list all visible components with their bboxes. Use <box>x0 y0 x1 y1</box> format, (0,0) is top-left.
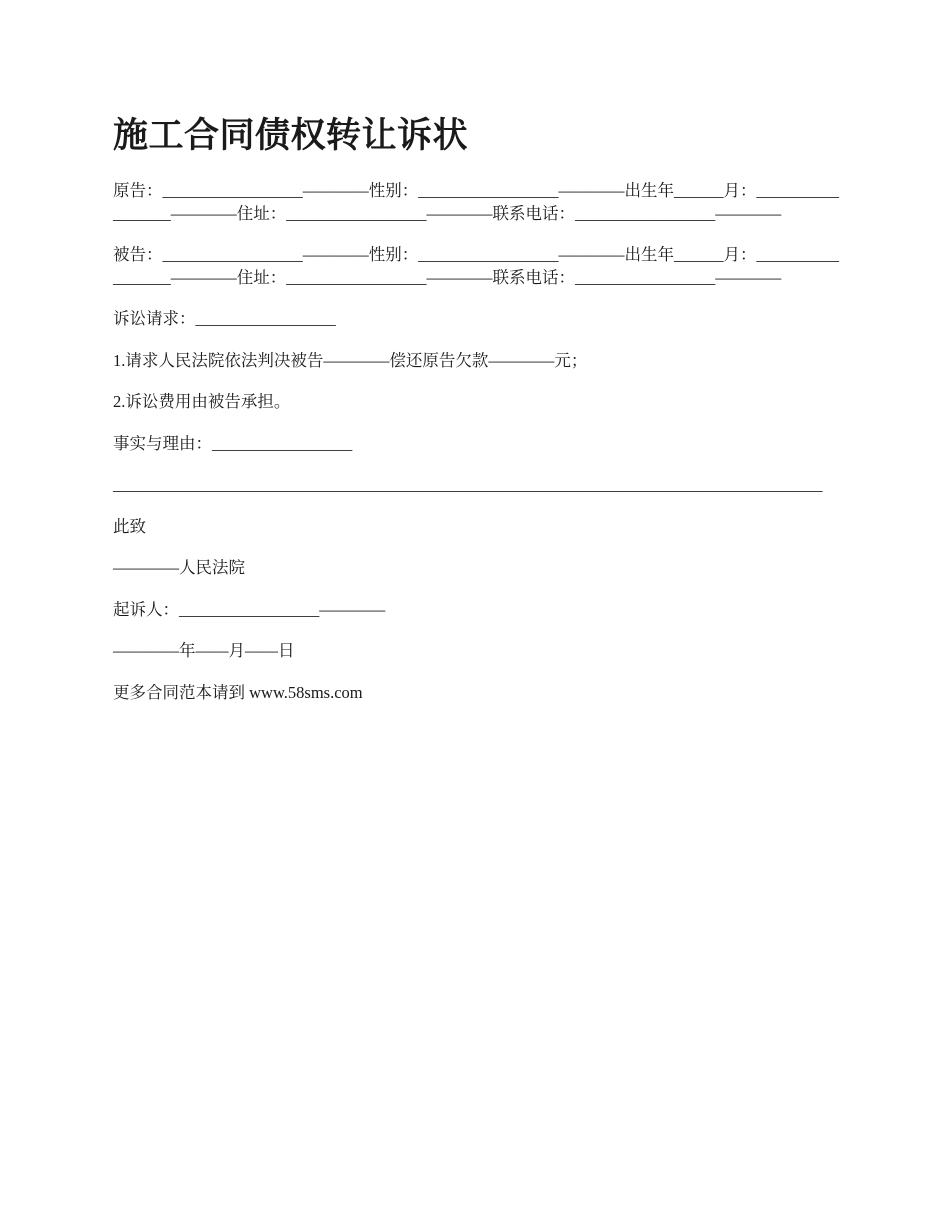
claim-item-2: 2.诉讼费用由被告承担。 <box>113 392 291 411</box>
plaintiff-signature-line: 起诉人：_________________———— <box>113 599 386 619</box>
defendant-info-line: 被告：_________________————性别：_________________————出生年______月：_________________————住址：_________________————联系电话：_________________———— <box>113 245 839 287</box>
litigation-claims-heading: 诉讼请求：_________________ <box>113 309 336 328</box>
date-line: ————年——月——日 <box>113 641 295 660</box>
document-title: 施工合同债权转让诉状 <box>113 115 469 156</box>
salutation: 此致 <box>113 516 146 536</box>
claim-item-1: 1.请求人民法院依法判决被告————偿还原告欠款————元； <box>113 350 588 370</box>
plaintiff-info-line: 原告：_________________————性别：_________________————出生年______月：_________________————住址：_________________————联系电话：_________________———— <box>113 181 839 223</box>
footer-promo-text: 更多合同范本请到 www.58sms.com <box>113 682 363 702</box>
facts-blank-line: ______________________________________________________________________________________ <box>113 475 823 494</box>
facts-reasons-heading: 事实与理由：_________________ <box>113 433 353 453</box>
document-page <box>113 112 841 723</box>
court-name-line: ————人民法院 <box>113 558 245 577</box>
